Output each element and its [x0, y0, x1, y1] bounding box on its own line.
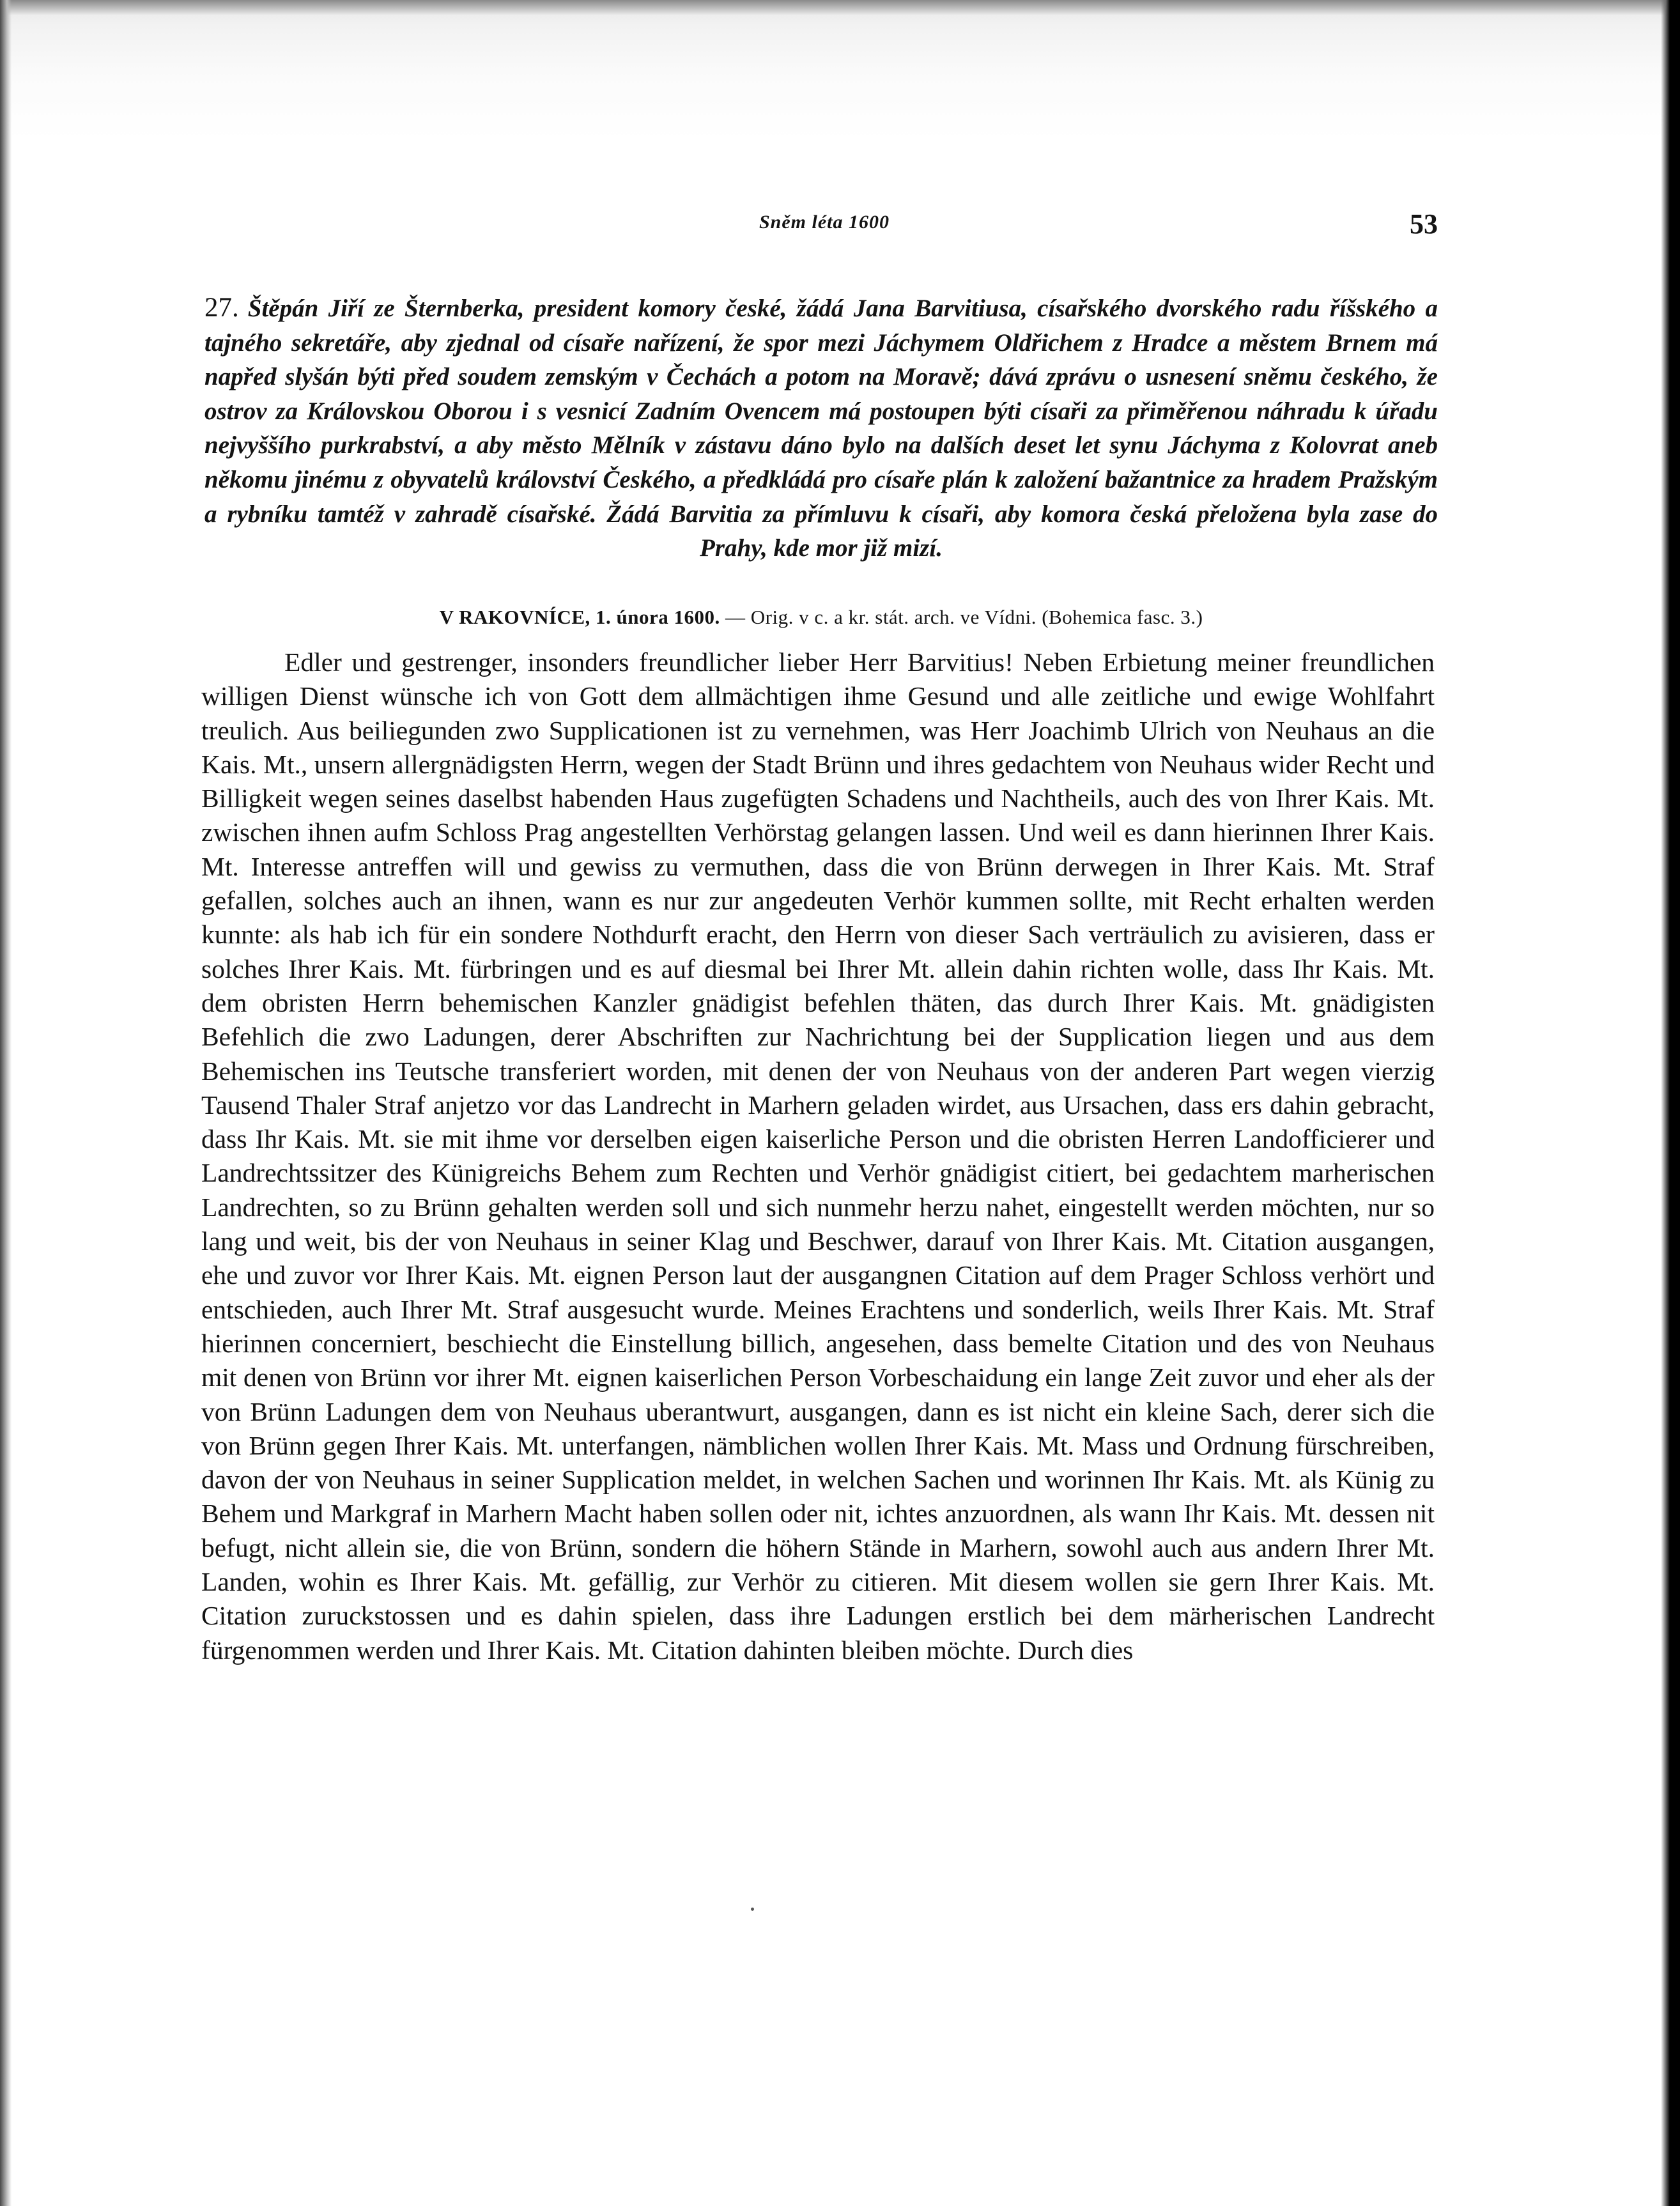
page-header [211, 208, 1438, 246]
scan-shadow-left [0, 0, 12, 2206]
source-line [204, 606, 1438, 629]
regest-text: Štěpán Jiří ze Šternberka, president komory české, žádá Jana Barvitiusa, císařského dvorského radu říšského a tajného sekretáře, aby zjednal od císaře nařízení, že spor mezi Jáchymem Oldřichem z Hradce a městem Brnem má napřed slyšán býti před soudem zemským v Čechách a potom na Moravě; dává zprávu o usnesení sněmu českého, že ostrov za Královskou Oborou i s vesnicí Zadním Ovencem má postoupen býti císaři za přiměřenou náhradu k úřadu nejvyššího purkrabství, a aby město Mělník v zástavu dáno bylo na dalších deset let synu Jáchyma z Kolovrat aneb někomu jinému z obyvatelů království Českého, a předkládá pro císaře plán k založení bažantnice za hradem Pražským a rybníku tamtéž v zahradě císařské. Žádá Barvitia za přímluvu k císaři, aby komora česká přeložena byla zase do Prahy, kde mor již mizí. [204, 295, 1438, 562]
place-date: V RAKOVNÍCE, 1. února 1600. [439, 606, 720, 628]
scan-border-right [1661, 0, 1680, 2206]
running-title: Sněm léta 1600 [759, 212, 890, 233]
scan-speck [751, 1908, 754, 1911]
document-regest [204, 291, 1438, 566]
document-number: 27. [204, 293, 239, 323]
page-number: 53 [1410, 208, 1438, 240]
scan-shadow-top [0, 0, 1680, 15]
letter-body: Edler und gestrenger, insonders freundlicher lieber Herr Barvitius! Neben Erbietung meiner freundlichen willigen Dienst wünsche ich von Gott dem allmächtigen ihme Gesund und alle zeitliche und ewige Wohlfahrt treulich. Aus beiliegunden zwo Supplicationen ist zu vernehmen, was Herr Joachimb Ulrich von Neuhaus an die Kais. Mt., unsern allergnädigsten Herrn, wegen der Stadt Brünn und ihres gedachtem von Neuhaus wider Recht und Billigkeit wegen seines daselbst habenden Haus zugefügten Schadens und Nachtheils, auch des von Ihrer Kais. Mt. zwischen ihnen aufm Schloss Prag angestellten Verhörstag gelangen lassen. Und weil es dann hierinnen Ihrer Kais. Mt. Interesse antreffen will und gewiss zu vermuthen, dass die von Brünn derwegen in Ihrer Kais. Mt. Straf gefallen, solches auch an ihnen, wann es nur zur angedeuten Verhör kummen sollte, mit Recht erhalten werden kunnte: als hab ich für ein sondere Nothdurft eracht, den Herrn von dieser Sach verträulich zu avisieren, dass er solches Ihrer Kais. Mt. fürbringen und es auf diesmal bei Ihrer Mt. allein dahin richten wolle, dass Ihr Kais. Mt. dem obristen Herrn behemischen Kanzler gnädigist befehlen thäten, das durch Ihrer Kais. Mt. gnädigisten Befehlich die zwo Ladungen, derer Abschriften zur Nachrichtung bei der Supplication liegen und aus dem Behemischen ins Teutsche transferiert worden, mit denen der von Neuhaus von der anderen Part wegen vierzig Tausend Thaler Straf anjetzo vor das Landrecht in Marhern geladen wirdet, aus Ursachen, dass ers dahin gebracht, dass Ihr Kais. Mt. sie mit ihme vor derselben eigen kaiserliche Person und die obristen Herren Landofficierer und Landrechtssitzer des Künigreichs Behem zum Rechten und Verhör gnädigist citiert, bei gedachtem marherischen Landrechten, so zu Brünn gehalten werden soll und sich nunmehr herzu nahet, eingestellt werden möchten, nur so lang und weit, bis der von Neuhaus in seiner Klag und Beschwer, darauf von Ihrer Kais. Mt. Citation ausgangen, ehe und zuvor vor Ihrer Kais. Mt. eignen Person laut der ausgangnen Citation auf dem Prager Schloss verhört und entschieden, auch Ihrer Mt. Straf ausgesucht wurde. Meines Erachtens und sonderlich, weils Ihrer Kais. Mt. Straf hierinnen concerniert, beschiecht die Einstellung billich, angesehen, dass bemelte Citation und des von Neuhaus mit denen von Brünn vor ihrer Mt. eignen kaiserlichen Person Vorbeschaidung ein lange Zeit zuvor und eher als der von Brünn Ladungen dem von Neuhaus uberantwurt, ausgangen, dann es ist nicht ein kleine Sach, derer sich die von Brünn gegen Ihrer Kais. Mt. unterfangen, nämblichen wollen Ihrer Kais. Mt. Mass und Ordnung fürschreiben, davon der von Neuhaus in seiner Supplication meldet, in welchen Sachen und worinnen Ihr Kais. Mt. als Künig zu Behem und Markgraf in Marhern Macht haben sollen oder nit, ichtes anzuordnen, als wann Ihr Kais. Mt. dessen nit befugt, nicht allein sie, die von Brünn, sondern die höhern Stände in Marhern, sowohl auch aus andern Ihrer Mt. Landen, wohin es Ihrer Kais. Mt. gefällig, zur Verhör zu citieren. Mit diesem wollen sie gern Ihrer Kais. Mt. Citation zuruckstossen und es dahin spielen, dass ihre Ladungen erstlich bei dem märherischen Landrecht fürgenommen werden und Ihrer Kais. Mt. Citation dahinten bleiben möchte. Durch dies [201, 647, 1435, 1665]
archive-origin: — Orig. v c. a kr. stát. arch. ve Vídni. (Bohemica fasc. 3.) [725, 606, 1203, 628]
